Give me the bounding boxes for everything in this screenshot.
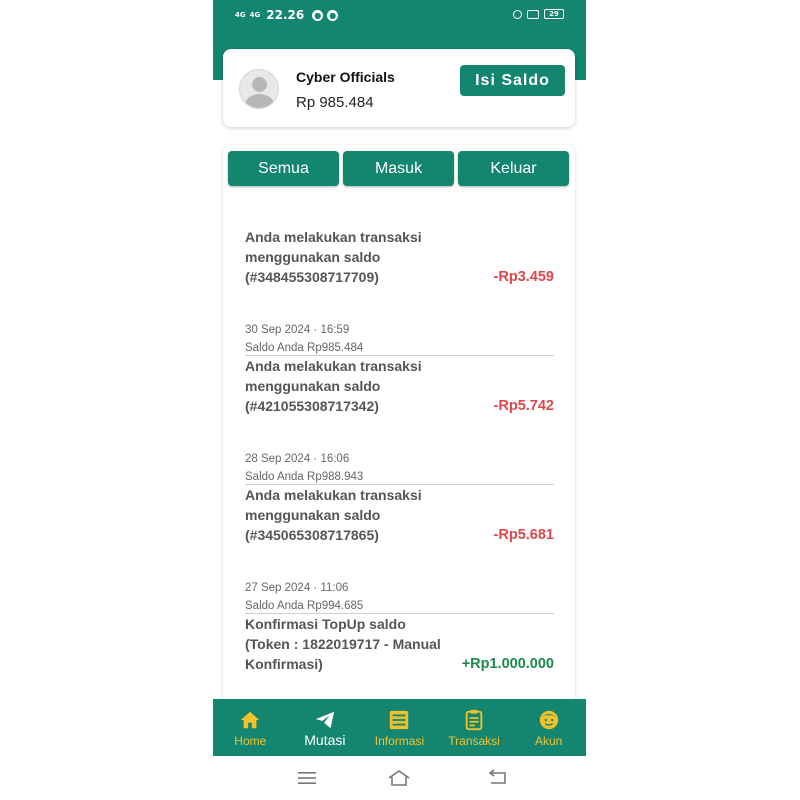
home-key-icon[interactable] [387,769,411,787]
face-icon [538,709,560,731]
nav-informasi-label: Informasi [374,734,425,748]
nav-informasi[interactable] [362,699,437,756]
alarm-icon [513,10,522,19]
transaction-description: Anda melakukan transaksi menggunakan saldo (#348455308717709) [245,229,422,285]
transaction-description: Konfirmasi TopUp saldo (Token : 1822019717 - Manual Konfirmasi) [245,616,441,672]
status-bar [213,0,586,30]
back-icon[interactable] [485,769,509,787]
paper-plane-icon [314,709,336,731]
tab-semua[interactable]: Semua [228,151,339,186]
tab-keluar[interactable]: Keluar [458,151,569,186]
vibrate-icon [527,10,539,19]
list-item[interactable] [245,485,554,614]
avatar-body [245,94,274,109]
profile-card [223,49,575,127]
bottom-nav [213,699,586,756]
list-item[interactable] [245,614,554,705]
menu-icon[interactable] [295,769,319,787]
transaction-saldo: Saldo Anda Rp994.685 [245,600,364,612]
profile-balance: Rp 985.484 [296,94,374,111]
notification-icon: ● [312,10,323,21]
nav-akun[interactable] [511,699,586,756]
list-item[interactable] [245,227,554,356]
transaction-amount: -Rp3.459 [493,269,554,285]
nav-home[interactable] [213,699,288,756]
transaction-saldo: Saldo Anda Rp988.943 [245,471,364,483]
status-time: 22.26 [266,8,305,22]
status-left [235,8,338,22]
avatar-head [252,77,267,92]
transaction-date: 30 Sep 2024 · 16:59 [245,324,350,336]
signal-2-icon: 4G [249,11,261,19]
transaction-amount: +Rp1.000.000 [461,656,554,672]
transaction-date: 28 Sep 2024 · 16:06 [245,453,350,465]
battery-icon: 29 [544,9,564,19]
phone-screen [213,0,586,800]
transaction-description: Anda melakukan transaksi menggunakan saldo (#345065308717865) [245,487,422,543]
avatar[interactable] [239,69,279,109]
transaction-saldo: Saldo Anda Rp985.484 [245,342,364,354]
list-item[interactable] [245,356,554,485]
nav-akun-label: Akun [534,734,563,748]
transaction-amount: -Rp5.681 [493,527,554,543]
status-right [513,9,564,19]
news-icon [388,709,410,731]
nav-home-label: Home [234,734,267,748]
transaction-date: 27 Sep 2024 · 11:06 [245,582,349,594]
nav-transaksi[interactable] [437,699,512,756]
clipboard-icon [463,709,485,731]
home-icon [239,709,261,731]
topup-button[interactable]: Isi Saldo [460,65,565,96]
nav-transaksi-label: Transaksi [448,734,500,748]
transaction-description: Anda melakukan transaksi menggunakan saldo (#421055308717342) [245,358,422,414]
tab-masuk[interactable]: Masuk [343,151,454,186]
signal-1-icon: 4G [235,11,246,19]
system-nav-bar [213,756,586,800]
profile-name: Cyber Officials [296,69,395,85]
nav-mutasi-label: Mutasi [304,732,346,748]
transaction-list-card [223,145,575,705]
transaction-amount: -Rp5.742 [493,398,554,414]
nav-mutasi[interactable] [288,699,363,756]
filter-tabs [228,151,569,186]
notification-2-icon: ● [327,10,338,21]
